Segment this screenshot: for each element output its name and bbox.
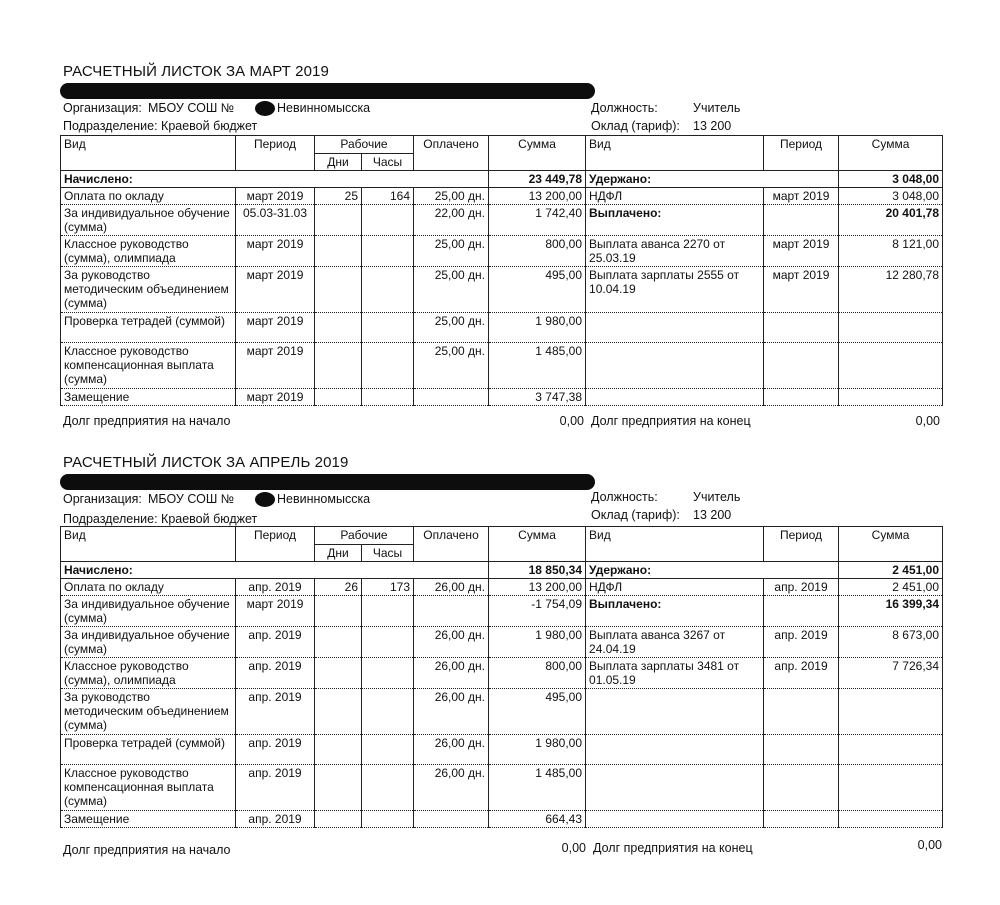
row-right-sum (839, 389, 943, 406)
row-right-vid: НДФЛ (586, 579, 764, 596)
table-row (61, 188, 943, 205)
salary-value: 13 200 (693, 119, 732, 133)
row-period: апр. 2019 (236, 627, 315, 658)
row-paid: 25,00 дн. (414, 267, 489, 313)
row-paid: 26,00 дн. (414, 765, 489, 811)
row-right-period (764, 205, 839, 236)
row-sum: 1 980,00 (489, 313, 586, 343)
row-right-period (764, 343, 839, 389)
row-right-period (764, 689, 839, 735)
row-right-vid: Выплата аванса 2270 от 25.03.19 (586, 236, 764, 267)
row-period: март 2019 (236, 389, 315, 406)
row-vid: Замещение (61, 811, 236, 828)
row-period: март 2019 (236, 313, 315, 343)
debt-start-label: Долг предприятия на начало (63, 414, 231, 428)
table-row (61, 596, 943, 627)
row-sum: 1 485,00 (489, 343, 586, 389)
row-right-vid (586, 811, 764, 828)
row-days (315, 313, 362, 343)
row-hours (362, 765, 414, 811)
row-right-sum: 3 048,00 (839, 188, 943, 205)
withheld-label: Удержано: (586, 171, 839, 188)
row-sum: 495,00 (489, 267, 586, 313)
table-row (61, 765, 943, 811)
position-value: Учитель (693, 101, 741, 115)
col-header-period: Период (236, 136, 315, 171)
row-vid: Классное руководство компенсационная выплата (сумма) (61, 765, 236, 811)
row-sum: 13 200,00 (489, 188, 586, 205)
row-period: март 2019 (236, 596, 315, 627)
salary-label: Оклад (тариф): (591, 508, 680, 522)
slip-title: РАСЧЕТНЫЙ ЛИСТОК ЗА АПРЕЛЬ 2019 (63, 454, 349, 471)
department: Подразделение: Краевой бюджет (63, 512, 258, 526)
col-header-paid: Оплачено (414, 136, 489, 171)
row-vid: Оплата по окладу (61, 188, 236, 205)
row-sum: 1 980,00 (489, 735, 586, 765)
withheld-total: 3 048,00 (839, 171, 943, 188)
col-header-paid: Оплачено (414, 527, 489, 562)
row-sum: 495,00 (489, 689, 586, 735)
row-right-sum: 20 401,78 (839, 205, 943, 236)
row-right-vid (586, 735, 764, 765)
row-right-vid: Выплачено: (586, 205, 764, 236)
debt-end-label: Долг предприятия на конец (591, 414, 751, 428)
row-right-period (764, 389, 839, 406)
row-right-vid (586, 765, 764, 811)
row-paid: 25,00 дн. (414, 313, 489, 343)
salary-value: 13 200 (693, 508, 732, 522)
row-days: 25 (315, 188, 362, 205)
org-city: Невинномысска (277, 492, 371, 506)
row-right-period: март 2019 (764, 236, 839, 267)
row-paid: 26,00 дн. (414, 579, 489, 596)
row-vid: Замещение (61, 389, 236, 406)
row-sum: 1 980,00 (489, 627, 586, 658)
row-paid: 26,00 дн. (414, 627, 489, 658)
row-paid: 25,00 дн. (414, 236, 489, 267)
row-vid: За индивидуальное обучение (сумма) (61, 627, 236, 658)
table-row (61, 627, 943, 658)
row-sum: 800,00 (489, 236, 586, 267)
row-right-vid: НДФЛ (586, 188, 764, 205)
position-label: Должность: (591, 490, 658, 504)
debt-end-label: Долг предприятия на конец (593, 841, 753, 855)
row-right-sum (839, 811, 943, 828)
col-header-days: Дни (315, 154, 362, 171)
accrued-total: 23 449,78 (489, 171, 586, 188)
col-header-period-right: Период (764, 527, 839, 562)
row-right-period (764, 313, 839, 343)
row-right-vid (586, 389, 764, 406)
redaction-dot (255, 101, 275, 116)
row-right-sum (839, 765, 943, 811)
row-sum: 3 747,38 (489, 389, 586, 406)
row-sum: 13 200,00 (489, 579, 586, 596)
accrued-label: Начислено: (61, 562, 489, 579)
row-period: 05.03-31.03 (236, 205, 315, 236)
org-city: Невинномысска (277, 101, 371, 115)
row-sum: 1 742,40 (489, 205, 586, 236)
row-right-vid (586, 343, 764, 389)
row-period: март 2019 (236, 188, 315, 205)
col-header-vid: Вид (61, 527, 236, 562)
row-paid: 22,00 дн. (414, 205, 489, 236)
row-sum: 664,43 (489, 811, 586, 828)
position-value: Учитель (693, 490, 741, 504)
row-hours (362, 343, 414, 389)
row-paid: 26,00 дн. (414, 735, 489, 765)
row-period: март 2019 (236, 236, 315, 267)
row-right-period: март 2019 (764, 188, 839, 205)
withheld-total: 2 451,00 (839, 562, 943, 579)
row-right-period (764, 811, 839, 828)
row-vid: За руководство методическим объединением (сумма) (61, 267, 236, 313)
row-hours (362, 236, 414, 267)
row-right-period (764, 765, 839, 811)
totals-row (61, 171, 943, 188)
row-right-period (764, 735, 839, 765)
row-days (315, 343, 362, 389)
debt-start-value: 0,00 (559, 414, 584, 428)
row-days (315, 389, 362, 406)
table-row (61, 205, 943, 236)
debt-start-label: Долг предприятия на начало (63, 843, 231, 857)
row-right-vid (586, 313, 764, 343)
col-header-hours: Часы (362, 154, 414, 171)
col-header-hours: Часы (362, 545, 414, 562)
redaction-bar (60, 474, 595, 490)
row-vid: За руководство методическим объединением (сумма) (61, 689, 236, 735)
row-vid: За индивидуальное обучение (сумма) (61, 596, 236, 627)
row-period: март 2019 (236, 343, 315, 389)
table-row (61, 658, 943, 689)
row-right-sum (839, 343, 943, 389)
col-header-sum: Сумма (489, 527, 586, 562)
row-right-vid: Выплата зарплаты 3481 от 01.05.19 (586, 658, 764, 689)
col-header-working: Рабочие (315, 136, 414, 154)
salary-label: Оклад (тариф): (591, 119, 680, 133)
col-header-vid-right: Вид (586, 136, 764, 171)
debt-start-value: 0,00 (561, 841, 586, 855)
row-vid: Классное руководство компенсационная выплата (сумма) (61, 343, 236, 389)
row-right-period (764, 596, 839, 627)
row-vid: Проверка тетрадей (суммой) (61, 313, 236, 343)
row-paid: 25,00 дн. (414, 188, 489, 205)
table-row (61, 236, 943, 267)
row-days: 26 (315, 579, 362, 596)
row-days (315, 205, 362, 236)
col-header-sum-right: Сумма (839, 527, 943, 562)
row-sum: 800,00 (489, 658, 586, 689)
row-right-vid: Выплачено: (586, 596, 764, 627)
payslip-table (60, 135, 943, 406)
table-row (61, 389, 943, 406)
row-hours: 164 (362, 188, 414, 205)
row-right-period: апр. 2019 (764, 658, 839, 689)
row-right-sum: 8 673,00 (839, 627, 943, 658)
row-paid (414, 811, 489, 828)
row-right-sum: 16 399,34 (839, 596, 943, 627)
row-days (315, 811, 362, 828)
withheld-label: Удержано: (586, 562, 839, 579)
row-hours (362, 267, 414, 313)
department: Подразделение: Краевой бюджет (63, 119, 258, 133)
row-right-period: март 2019 (764, 267, 839, 313)
row-right-vid (586, 689, 764, 735)
row-right-period: апр. 2019 (764, 627, 839, 658)
org-name: МБОУ СОШ № (148, 492, 235, 506)
org-label: Организация: (63, 101, 142, 115)
redaction-bar (60, 83, 595, 99)
row-sum: 1 485,00 (489, 765, 586, 811)
row-period: апр. 2019 (236, 811, 315, 828)
position-label: Должность: (591, 101, 658, 115)
org-name: МБОУ СОШ № (148, 101, 235, 115)
row-right-sum: 2 451,00 (839, 579, 943, 596)
accrued-label: Начислено: (61, 171, 489, 188)
debt-end-value: 0,00 (917, 838, 942, 852)
table-row (61, 267, 943, 313)
row-right-sum (839, 689, 943, 735)
row-paid: 25,00 дн. (414, 343, 489, 389)
row-hours: 173 (362, 579, 414, 596)
accrued-total: 18 850,34 (489, 562, 586, 579)
row-days (315, 735, 362, 765)
row-sum: -1 754,09 (489, 596, 586, 627)
table-row (61, 811, 943, 828)
table-row (61, 689, 943, 735)
row-hours (362, 689, 414, 735)
row-hours (362, 627, 414, 658)
row-days (315, 596, 362, 627)
table-row (61, 579, 943, 596)
row-days (315, 765, 362, 811)
row-days (315, 267, 362, 313)
row-right-sum (839, 313, 943, 343)
row-right-period: апр. 2019 (764, 579, 839, 596)
row-days (315, 689, 362, 735)
table-row (61, 735, 943, 765)
row-paid: 26,00 дн. (414, 658, 489, 689)
row-vid: Проверка тетрадей (суммой) (61, 735, 236, 765)
row-days (315, 658, 362, 689)
slip-title: РАСЧЕТНЫЙ ЛИСТОК ЗА МАРТ 2019 (63, 63, 329, 80)
row-period: апр. 2019 (236, 765, 315, 811)
row-period: апр. 2019 (236, 579, 315, 596)
row-hours (362, 658, 414, 689)
row-period: апр. 2019 (236, 735, 315, 765)
org-label: Организация: (63, 492, 142, 506)
payslip-table (60, 526, 943, 828)
row-paid (414, 596, 489, 627)
row-vid: Классное руководство (сумма), олимпиада (61, 236, 236, 267)
col-header-vid-right: Вид (586, 527, 764, 562)
row-vid: За индивидуальное обучение (сумма) (61, 205, 236, 236)
row-right-sum: 7 726,34 (839, 658, 943, 689)
debt-end-value: 0,00 (915, 414, 940, 428)
row-hours (362, 596, 414, 627)
totals-row (61, 562, 943, 579)
col-header-period: Период (236, 527, 315, 562)
table-row (61, 343, 943, 389)
row-hours (362, 205, 414, 236)
table-row (61, 313, 943, 343)
row-period: апр. 2019 (236, 658, 315, 689)
col-header-sum-right: Сумма (839, 136, 943, 171)
row-right-vid: Выплата зарплаты 2555 от 10.04.19 (586, 267, 764, 313)
row-vid: Оплата по окладу (61, 579, 236, 596)
row-hours (362, 313, 414, 343)
row-vid: Классное руководство (сумма), олимпиада (61, 658, 236, 689)
col-header-days: Дни (315, 545, 362, 562)
row-hours (362, 811, 414, 828)
redaction-dot (255, 492, 275, 507)
col-header-vid: Вид (61, 136, 236, 171)
row-hours (362, 735, 414, 765)
row-period: март 2019 (236, 267, 315, 313)
row-right-sum: 12 280,78 (839, 267, 943, 313)
row-hours (362, 389, 414, 406)
col-header-working: Рабочие (315, 527, 414, 545)
row-right-vid: Выплата аванса 3267 от 24.04.19 (586, 627, 764, 658)
row-days (315, 236, 362, 267)
row-right-sum: 8 121,00 (839, 236, 943, 267)
col-header-sum: Сумма (489, 136, 586, 171)
col-header-period-right: Период (764, 136, 839, 171)
row-days (315, 627, 362, 658)
row-paid (414, 389, 489, 406)
row-period: апр. 2019 (236, 689, 315, 735)
row-right-sum (839, 735, 943, 765)
row-paid: 26,00 дн. (414, 689, 489, 735)
